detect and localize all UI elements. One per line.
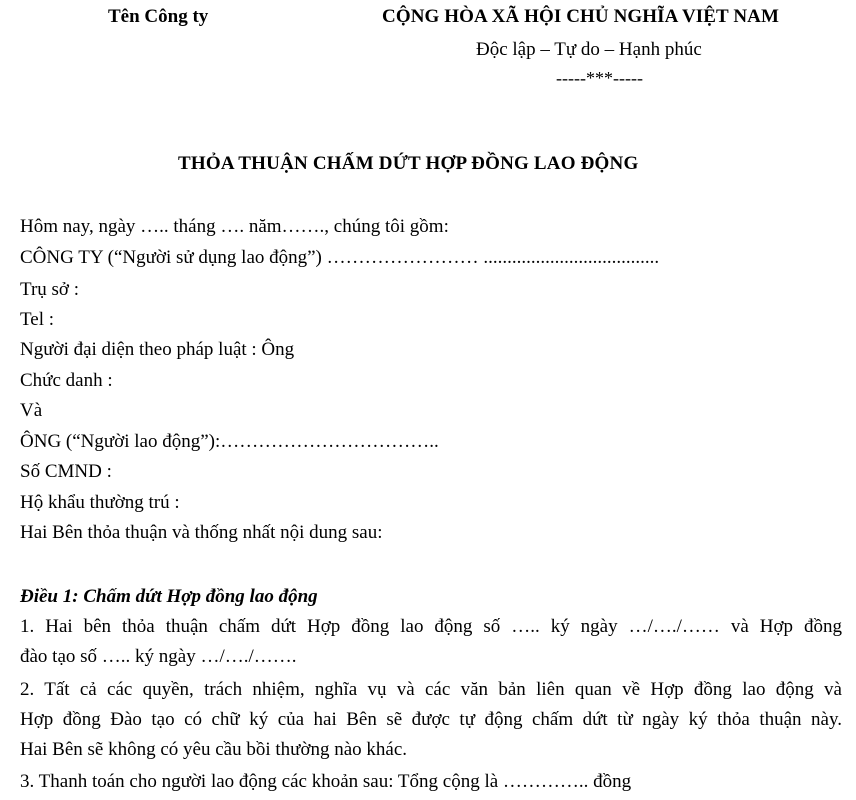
clause-1-line-1: 1. Hai bên thỏa thuận chấm dứt Hợp đồng lao động số ….. ký ngày …/…./…… và Hợp đồng bbox=[20, 616, 842, 637]
legal-representative-line: Người đại diện theo pháp luật : Ông bbox=[20, 339, 295, 360]
clause-2-line-2: Hợp đồng Đào tạo có chữ ký của hai Bên sẽ được tự động chấm dứt từ ngày ký thỏa thuận này. bbox=[20, 709, 842, 730]
intro-date-line: Hôm nay, ngày ….. tháng …. năm……., chúng tôi gồm: bbox=[20, 216, 449, 237]
employer-address-line: Trụ sở : bbox=[20, 279, 79, 300]
id-card-line: Số CMND : bbox=[20, 461, 112, 482]
company-name: Tên Công ty bbox=[108, 6, 209, 27]
article-1-clause-2 bbox=[20, 675, 842, 765]
clause-2-line-3: Hai Bên sẽ không có yêu cầu bồi thường nào khác. bbox=[20, 739, 408, 760]
document-title: THỎA THUẬN CHẤM DỨT HỢP ĐỒNG LAO ĐỘNG bbox=[178, 153, 639, 174]
position-line: Chức danh : bbox=[20, 370, 113, 391]
and-line: Và bbox=[20, 400, 43, 421]
article-1-clause-3: 3. Thanh toán cho người lao động các khoản sau: Tổng cộng là ………….. đồng bbox=[20, 771, 632, 792]
residence-line: Hộ khẩu thường trú : bbox=[20, 492, 180, 513]
clause-1-line-2: đào tạo số ….. ký ngày …/…./……. bbox=[20, 646, 297, 667]
employee-line: ÔNG (“Người lao động”):…………………………….. bbox=[20, 431, 439, 452]
clause-2-line-1: 2. Tất cả các quyền, trách nhiệm, nghĩa vụ và các văn bản liên quan về Hợp đồng lao động và bbox=[20, 679, 842, 700]
agreement-intro-line: Hai Bên thỏa thuận và thống nhất nội dung sau: bbox=[20, 522, 383, 543]
employer-line: CÔNG TY (“Người sử dụng lao động”) …………………… ..................................... bbox=[20, 247, 660, 268]
national-motto: Độc lập – Tự do – Hạnh phúc bbox=[476, 39, 702, 60]
national-title: CỘNG HÒA XÃ HỘI CHỦ NGHĨA VIỆT NAM bbox=[382, 6, 779, 27]
header-separator: -----***----- bbox=[556, 68, 643, 88]
article-1-heading: Điều 1: Chấm dứt Hợp đồng lao động bbox=[20, 586, 318, 607]
article-1-clause-1 bbox=[20, 612, 842, 672]
employer-tel-line: Tel : bbox=[20, 309, 55, 330]
